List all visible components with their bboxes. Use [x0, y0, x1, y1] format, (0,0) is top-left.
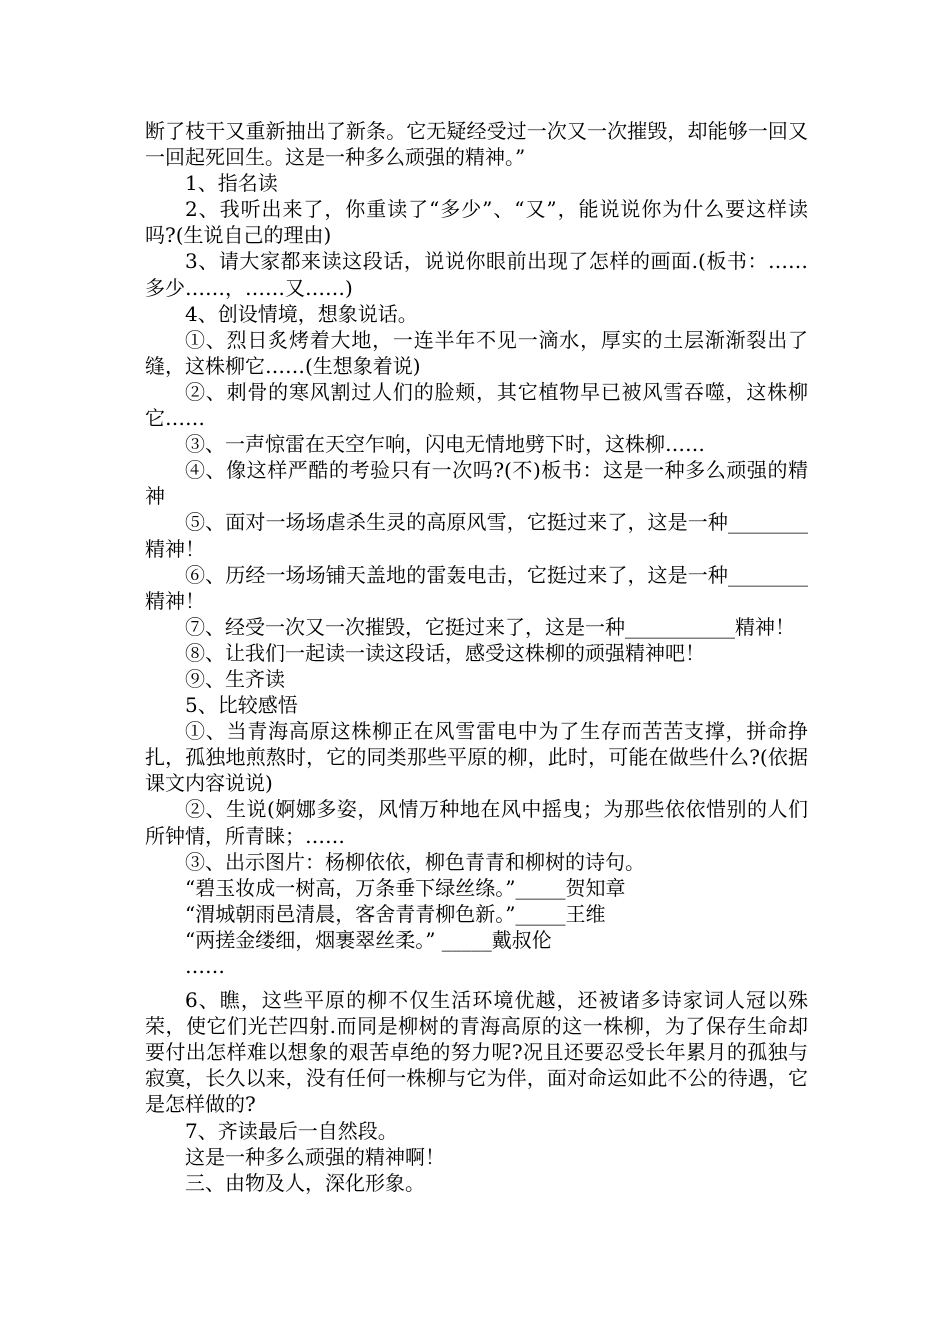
paragraph-step-1: 1、指名读	[185, 171, 278, 196]
paragraph-step-5: 5、比较感悟	[185, 693, 298, 718]
paragraph-compare-2: ②、生说(婀娜多姿，风情万种地在风中摇曳；为那些依依惜别的人们所钟情，所青睐；……	[145, 797, 808, 848]
paragraph-sub-1: ①、烈日炙烤着大地，一连半年不见一滴水，厚实的土层渐渐裂出了缝，这株柳它……(生想象着说)	[145, 327, 808, 378]
section-heading-3: 三、由物及人，深化形象。	[185, 1170, 425, 1195]
paragraph-sub-3: ③、一声惊雷在天空乍响，闪电无情地劈下时，这株柳……	[185, 432, 705, 457]
paragraph-compare-3: ③、出示图片：杨柳依依，柳色青青和柳树的诗句。	[185, 849, 645, 874]
paragraph-conclusion: 这是一种多么顽强的精神啊！	[185, 1144, 445, 1169]
paragraph-step-6: 6、瞧，这些平原的柳不仅生活环境优越，还被诸多诗家词人冠以殊荣，使它们光芒四射.而同是柳树的青海高原的这一株柳，为了保存生命却要付出怎样难以想象的艰苦卓绝的努力呢?况且还要忍受长年累月的孤独与寂寞，长久以来，没有任何一株柳与它为伴，面对命运如此不公的待遇，它是怎样做的?	[145, 988, 808, 1117]
poem-line-3: “两搓金缕细，烟裹翠丝柔。” _____戴叔伦	[185, 927, 552, 952]
paragraph-sub-6: ⑥、历经一场场铺天盖地的雷轰电击，它挺过来了，这是一种________精神！	[145, 562, 808, 613]
paragraph-step-4: 4、创设情境，想象说话。	[185, 301, 418, 326]
paragraph-intro: 断了枝干又重新抽出了新条。它无疑经受过一次又一次摧毁，却能够一回又一回起死回生。这是一种多么顽强的精神。”	[145, 119, 808, 170]
paragraph-compare-1: ①、当青海高原这株柳正在风雪雷电中为了生存而苦苦支撑，拼命挣扎，孤独地煎熬时，它的同类那些平原的柳，此时，可能在做些什么?(依据课文内容说说)	[145, 719, 808, 796]
paragraph-sub-8: ⑧、让我们一起读一读这段话，感受这株柳的顽强精神吧！	[185, 640, 705, 665]
paragraph-step-2: 2、我听出来了，你重读了“多少”、“又”，能说说你为什么要这样读吗?(生说自己的理由)	[145, 197, 808, 248]
paragraph-sub-7: ⑦、经受一次又一次摧毁，它挺过来了，这是一种___________精神！	[185, 614, 795, 639]
paragraph-sub-2: ②、刺骨的寒风割过人们的脸颊，其它植物早已被风雪吞噬，这株柳它……	[145, 379, 808, 431]
document-page	[145, 118, 808, 1196]
paragraph-step-7: 7、齐读最后一自然段。	[185, 1118, 398, 1143]
paragraph-sub-5: ⑤、面对一场场虐杀生灵的高原风雪，它挺过来了，这是一种________精神！	[145, 510, 808, 561]
poem-line-1: “碧玉妆成一树高，万条垂下绿丝绦。”_____贺知章	[185, 875, 626, 900]
poem-ellipsis: ……	[185, 954, 225, 978]
poem-line-2: “渭城朝雨邑清晨，客舍青青柳色新。”_____王维	[185, 901, 606, 926]
paragraph-sub-4: ④、像这样严酷的考验只有一次吗?(不)板书：这是一种多么顽强的精神	[145, 458, 808, 509]
paragraph-sub-9: ⑨、生齐读	[185, 666, 285, 691]
paragraph-step-3: 3、请大家都来读这段话，说说你眼前出现了怎样的画面.(板书：……多少……，……又……)	[145, 249, 808, 300]
